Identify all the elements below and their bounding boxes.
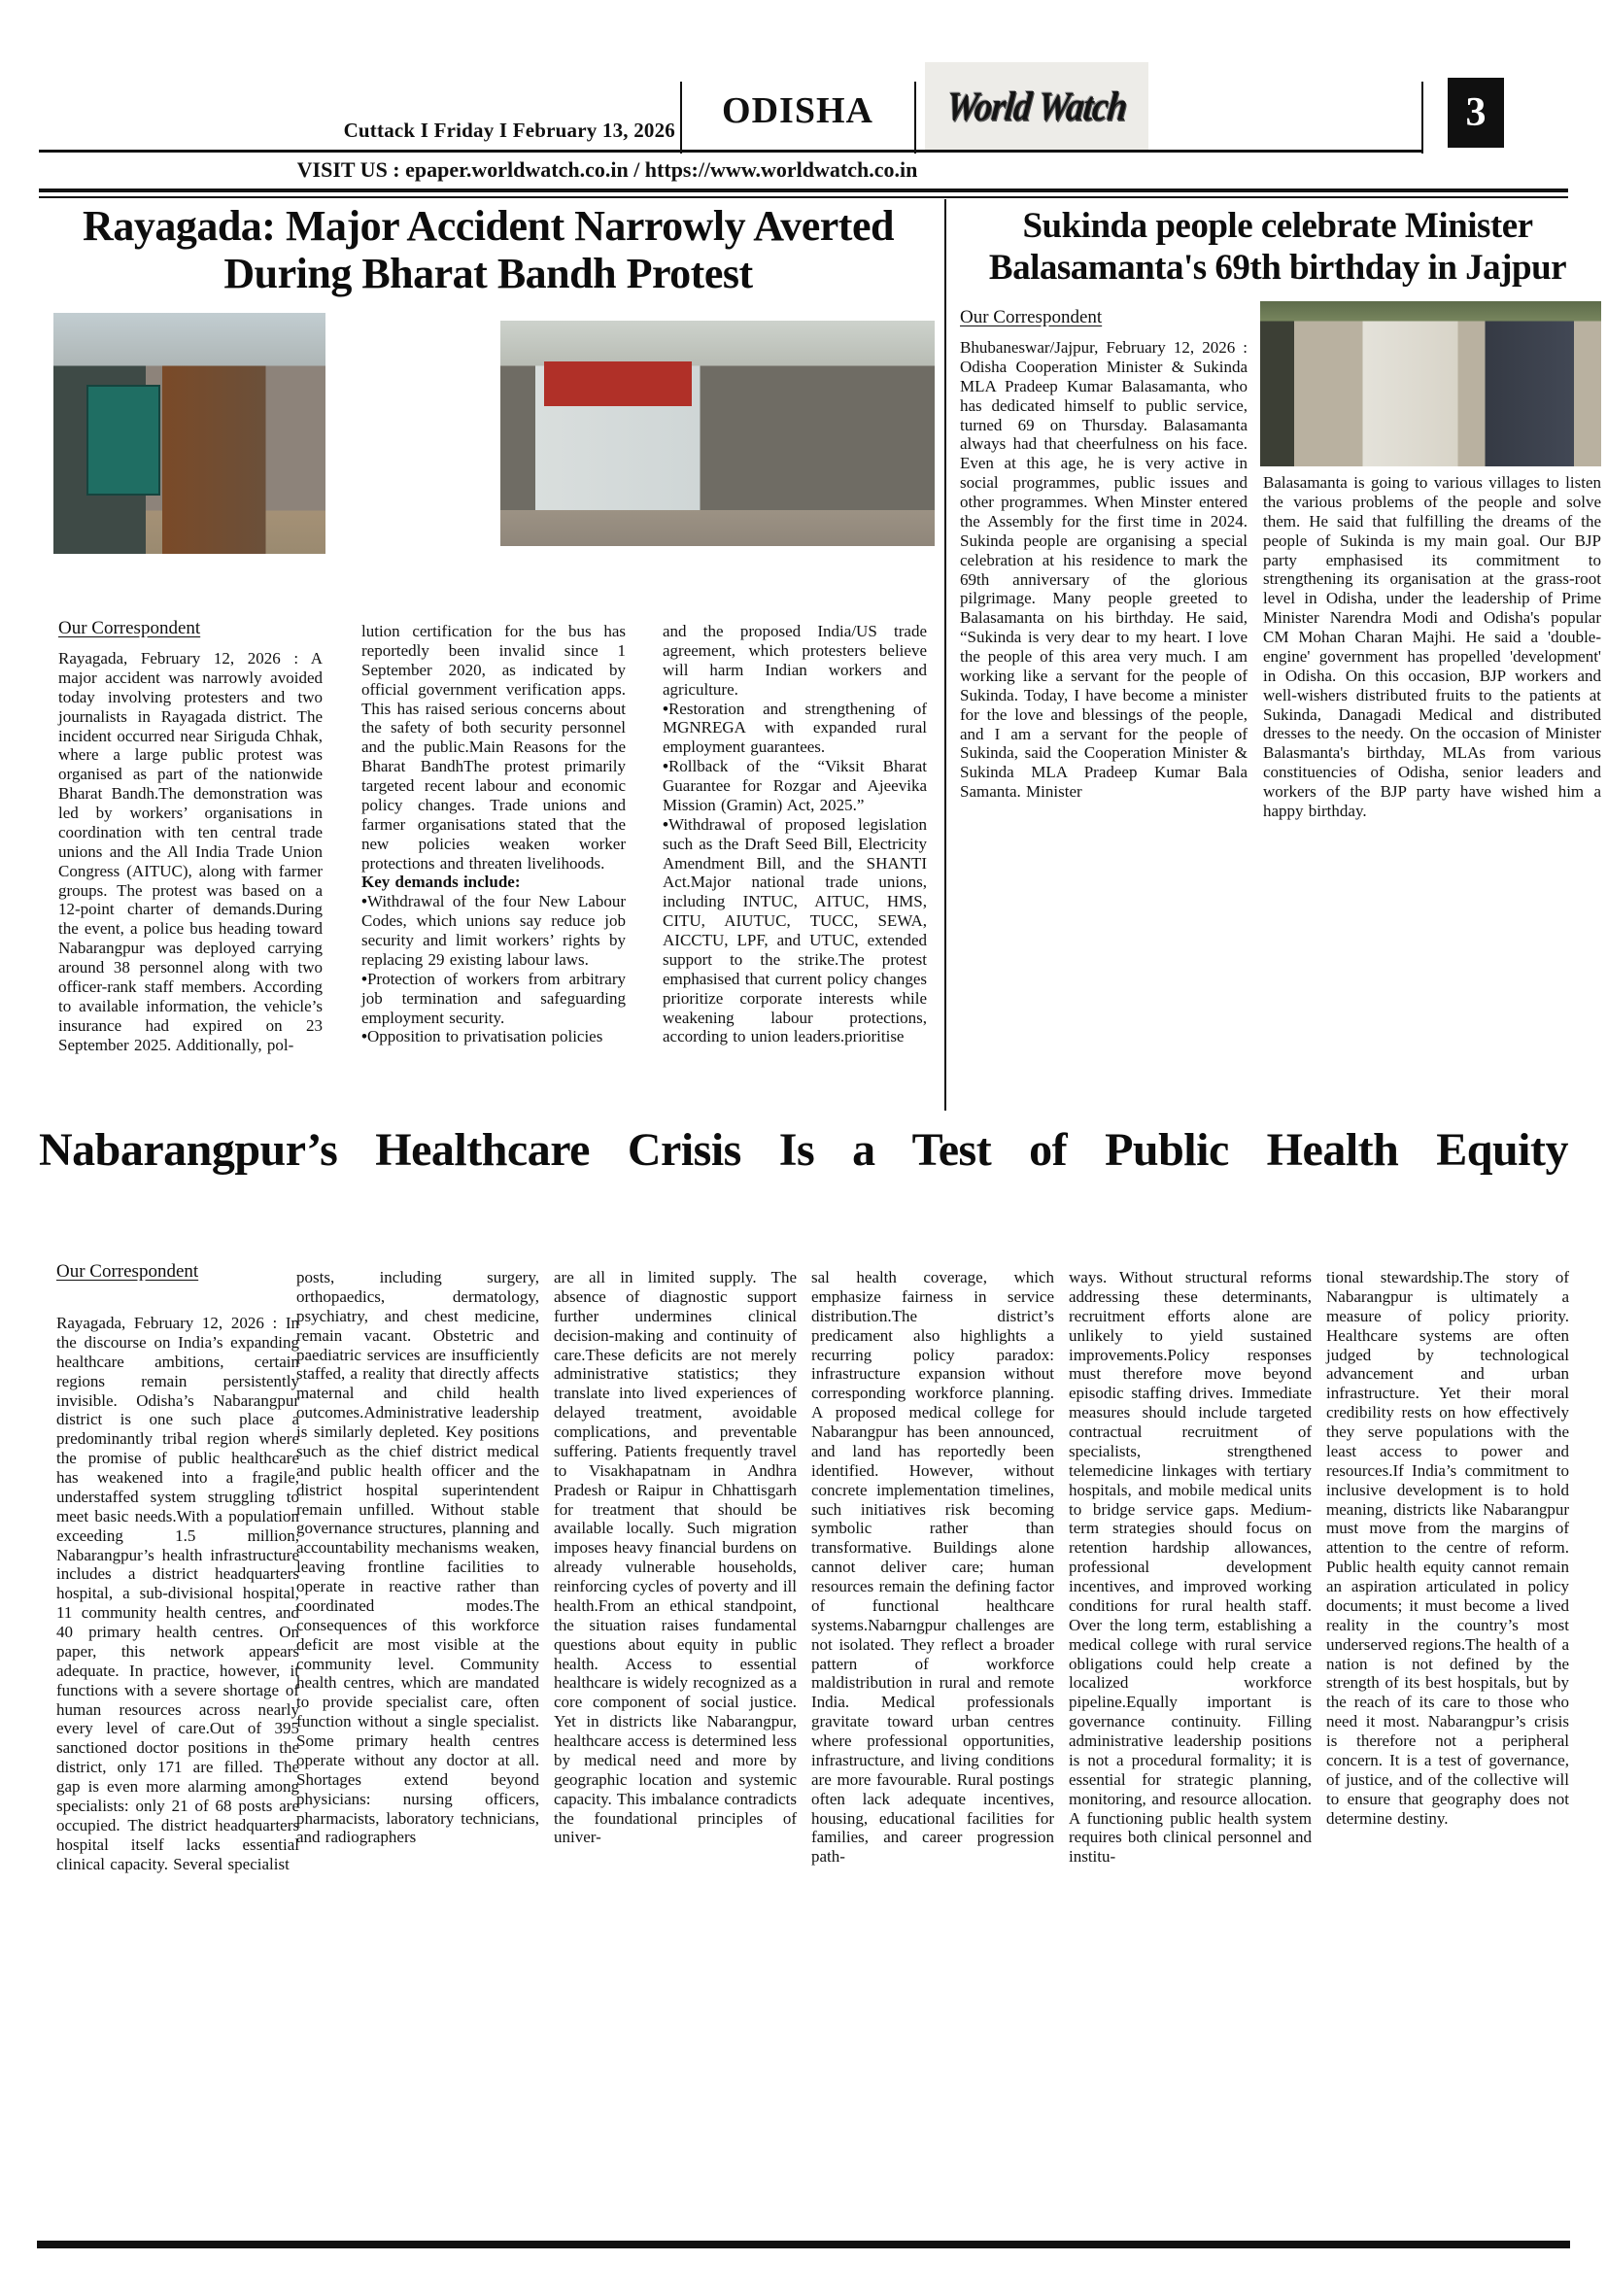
nabarangpur-headline: Nabarangpur’s Healthcare Crisis Is a Test of Public Health Equity: [39, 1124, 1568, 1176]
section-vertical-divider: [944, 199, 946, 1111]
rayagada-column-3: [663, 622, 927, 1046]
sukinda-headline: Sukinda people celebrate Minister Balasamanta's 69th birthday in Jajpur: [988, 206, 1567, 288]
edition-title: ODISHA: [722, 90, 873, 131]
nabarangpur-column-1: Rayagada, February 12, 2026 : In the discourse on India’s expanding healthcare ambitions, certain regions remain persistently invisible. Odisha’s Nabarangpur district is one such place a predominantly tribal region where the promise of public healthcare has weakened into a fragile, understaffed system struggling to meet basic needs.With a population exceeding 1.5 million, Nabarangpur’s health infrastructure includes a district headquarters hospital, a sub-divisional hospital, 11 community health centres, and 40 primary health centres. On paper, this network appears adequate. In practice, however, it functions with a severe shortage of human resources across nearly every level of care.Out of 395 sanctioned doctor positions in the district, only 171 are filled. The gap is even more alarming among specialists: only 21 of 68 posts are occupied. The district headquarters hospital itself lacks essential clinical capacity. Several specialist: [56, 1314, 299, 1873]
header-divider-right: [1421, 82, 1423, 154]
masthead-double-rule: [39, 188, 1568, 198]
rayagada-headline: Rayagada: Major Accident Narrowly Averted During Bharat Bandh Protest: [83, 202, 894, 298]
nabarangpur-column-6: tional stewardship.The story of Nabarangpur is ultimately a measure of policy priority. Healthcare systems are often judged by technological advancement and urban infrastructure. Yet their moral credibility rests on how effectively they serve populations with the least access to power and resources.If India’s commitment to inclusive development is to hold meaning, districts like Nabarangpur must move from the margins of attention to the centre of reform. Public health equity cannot remain an aspiration articulated in policy documents; it must become a lived reality in the country’s most underserved regions.The health of a nation is not defined by the strength of its best hospitals, but by the reach of its care to those who need it most. Nabarangpur’s crisis is therefore not a peripheral concern. It is a test of governance, of justice, and of the collective will to ensure that geography does not determine destiny.: [1326, 1268, 1569, 1828]
protest-photo-crowd: [500, 321, 935, 546]
key-demands-subhead: Key demands include:: [361, 873, 521, 892]
nabarangpur-byline: Our Correspondent: [56, 1261, 199, 1282]
sukinda-byline: Our Correspondent: [960, 307, 1103, 327]
nabarangpur-column-4: sal health coverage, which emphasize fairness in service distribution.The district’s predicament also highlights a recurring policy paradox: infrastructure expansion without corresponding workforce planning. A proposed medical college for Nabarangpur has been announced, and land has reportedly been identified. However, without concrete implementation timelines, such initiatives risk becoming symbolic rather than transformative. Buildings alone cannot deliver care; human resources remain the defining factor of functional healthcare systems.Nabarngpur challenges are not isolated. They reflect a broader pattern of workforce maldistribution in rural and remote India. Medical professionals gravitate toward urban centres where professional opportunities, infrastructure, and living conditions are more favourable. Rural postings often lack adequate incentives, housing, educational facilities for families, and career progression path-: [811, 1268, 1054, 1867]
header-divider-mid: [914, 82, 916, 154]
demand-item: • Protection of workers from arbitrary job termination and safeguarding employment security.: [361, 970, 626, 1028]
demand-item: • Withdrawal of proposed legislation such as the Draft Seed Bill, Electricity Amendment Bill, and the SHANTI Act.Major national trade unions, including INTUC, AITUC, HMS, CITU, AIUTUC, TUCC, SEWA, AICCTU, LPF, and UTUC, extended support to the strike.The protest emphasised that current policy changes prioritize corporate interests while weakening labour protections, according to union leaders.prioritise: [663, 815, 927, 1047]
rayagada-column-2: [361, 622, 626, 1046]
visit-us-line: VISIT US : epaper.worldwatch.co.in / https://www.worldwatch.co.in: [296, 157, 918, 182]
demand-item: • Rollback of the “Viksit Bharat Guarantee for Rozgar and Ajeevika Mission (Gramin) Act, 2025.”: [663, 757, 927, 815]
rayagada-column-1: Rayagada, February 12, 2026 : A major accident was narrowly avoided today involving protesters and two journalists in Rayagada district. The incident occurred near Siriguda Chhak, where a large public protest was organised as part of the nationwide Bharat Bandh.The demonstration was led by workers’ organisations in coordination with ten central trade unions and the All India Trade Union Congress (AITUC), along with farmer groups. The protest was based on a 12-point charter of demands.During the event, a police bus heading toward Nabarangpur was deployed carrying around 38 personnel along with two officer-rank staff members. According to available information, the vehicle’s insurance had expired on 23 September 2025. Additionally, pol-: [58, 649, 323, 1054]
worldwatch-logo-text: World Watch: [943, 84, 1130, 130]
sukinda-column-1: Bhubaneswar/Jajpur, February 12, 2026 : Odisha Cooperation Minister & Sukinda MLA Pradeep Kumar Balasamanta, who has dedicated himself to public service, turned 69 on Thursday. Balasamanta always had that cheerfulness on his face. Even at this age, he is very active in social programmes, public issues and other programmes. When Minster entered the Assembly for the first time in 2024. Sukinda people are organising a special celebration at his residence to mark the 69th anniversary of the glorious pilgrimage. Many people greeted to Balasamanta on his birthday. He said, “Sukinda is very dear to my heart. I love the people of this area very much. I am working like a servant for the people of Sukinda. Today, I have become a minister for the love and blessings of the people, and I am a servant for the people of Sukinda, said the Cooperation Minister & Sukinda MLA Pradeep Kumar Bala Samanta. Minister: [960, 338, 1248, 802]
protest-photo-bus-truck: [53, 313, 325, 554]
page-bottom-rule: [37, 2241, 1570, 2248]
demand-item: • Opposition to privatisation policies: [361, 1027, 626, 1046]
dateline: Cuttack I Friday I February 13, 2026: [343, 119, 675, 142]
rayagada-byline: Our Correspondent: [58, 618, 201, 638]
demand-item: • Withdrawal of the four New Labour Codes, which unions say reduce job security and limit workers’ rights by replacing 29 existing labour laws.: [361, 892, 626, 970]
nabarangpur-column-2: posts, including surgery, orthopaedics, dermatology, psychiatry, and chest medicine, remain vacant. Obstetric and paediatric services are insufficiently staffed, a reality that directly affects maternal and child health outcomes.Administrative leadership is similarly depleted. Key positions such as the chief district medical and public health officer and the district hospital superintendent remain unfilled. Without stable governance structures, planning and accountability mechanisms weaken, leaving frontline facilities to operate in reactive rather than coordinated modes.The consequences of this workforce deficit are most visible at the community level. Community health centres, which are mandated to provide specialist care, often function without a single specialist. Some primary health centres operate without any doctor at all. Shortages extend beyond physicians: nursing officers, pharmacists, laboratory technicians, and radiographers: [296, 1268, 539, 1847]
worldwatch-logo: [925, 62, 1148, 152]
demand-item: • Restoration and strengthening of MGNREGA with expanded rural employment guarantees.: [663, 700, 927, 758]
sukinda-column-2: Balasamanta is going to various villages to listen the various problems of the people and solve them. He said that fulfilling the dreams of the people of Sukinda is my main goal. Our BJP party emphasised its commitment to strengthening its organisation at the grass-root level in Odisha, under the leadership of Prime Minister Narendra Modi and Odisha's popular CM Mohan Charan Majhi. He said a 'double-engine' government has propelled 'development' in Odisha. On this occasion, BJP workers and well-wishers distributed fruits to the patients at Sukinda, Danagadi Medical and distributed dresses to the needy. On the occasion of Minister Balasmanta's birthday, MLAs from various constituencies of Odisha, senior leaders and workers of the BJP party have wished him a happy birthday.: [1263, 473, 1601, 820]
header-rule: [39, 150, 1421, 153]
birthday-greeting-photo: [1260, 301, 1601, 466]
rayagada-col2-text: lution certification for the bus has reportedly been invalid since 1 September 2020, as indicated by official government verification apps. This has raised serious concerns about the safety of both security personnel and the public.Main Reasons for the Bharat BandhThe protest primarily targeted recent labour and economic policy changes. Trade unions and farmer organisations stated that the new policies weaken worker protections and threaten livelihoods.: [361, 622, 626, 873]
nabarangpur-column-3: are all in limited supply. The absence of diagnostic support further undermines clinical decision-making and continuity of care.These deficits are not merely administrative statistics; they translate into lived experiences of delayed treatment, avoidable complications, and preventable suffering. Patients frequently travel to Visakhapatnam in Andhra Pradesh or Raipur in Chhattisgarh for treatment that should be available locally. Such migration imposes heavy financial burdens on already vulnerable households, reinforcing cycles of poverty and ill health.From an ethical standpoint, the situation raises fundamental questions about equity in public health. Access to essential healthcare is widely recognized as a core component of social justice. Yet in districts like Nabarangpur, healthcare access is determined less by medical need and more by geographic location and systemic capacity. This imbalance contradicts the foundational principles of univer-: [554, 1268, 797, 1847]
nabarangpur-column-5: ways. Without structural reforms addressing these determinants, recruitment efforts alone are unlikely to yield sustained improvements.Policy responses must therefore move beyond episodic staffing drives. Immediate measures should include targeted contractual recruitment of specialists, strengthened telemedicine linkages with tertiary hospitals, and mobile medical units to bridge service gaps. Medium-term strategies should focus on retention hardship allowances, professional development incentives, and improved working conditions for rural health staff. Over the long term, establishing a medical college with rural service obligations could help create a localized workforce pipeline.Equally important is governance continuity. Filling administrative leadership positions is not a procedural formality; it is essential for strategic planning, monitoring, and resource allocation. A functioning public health system requires both clinical personnel and institu-: [1069, 1268, 1312, 1867]
rayagada-col3-text: and the proposed India/US trade agreement, which protesters believe will harm Indian workers and agriculture.: [663, 622, 927, 699]
page-number: 3: [1448, 78, 1504, 148]
